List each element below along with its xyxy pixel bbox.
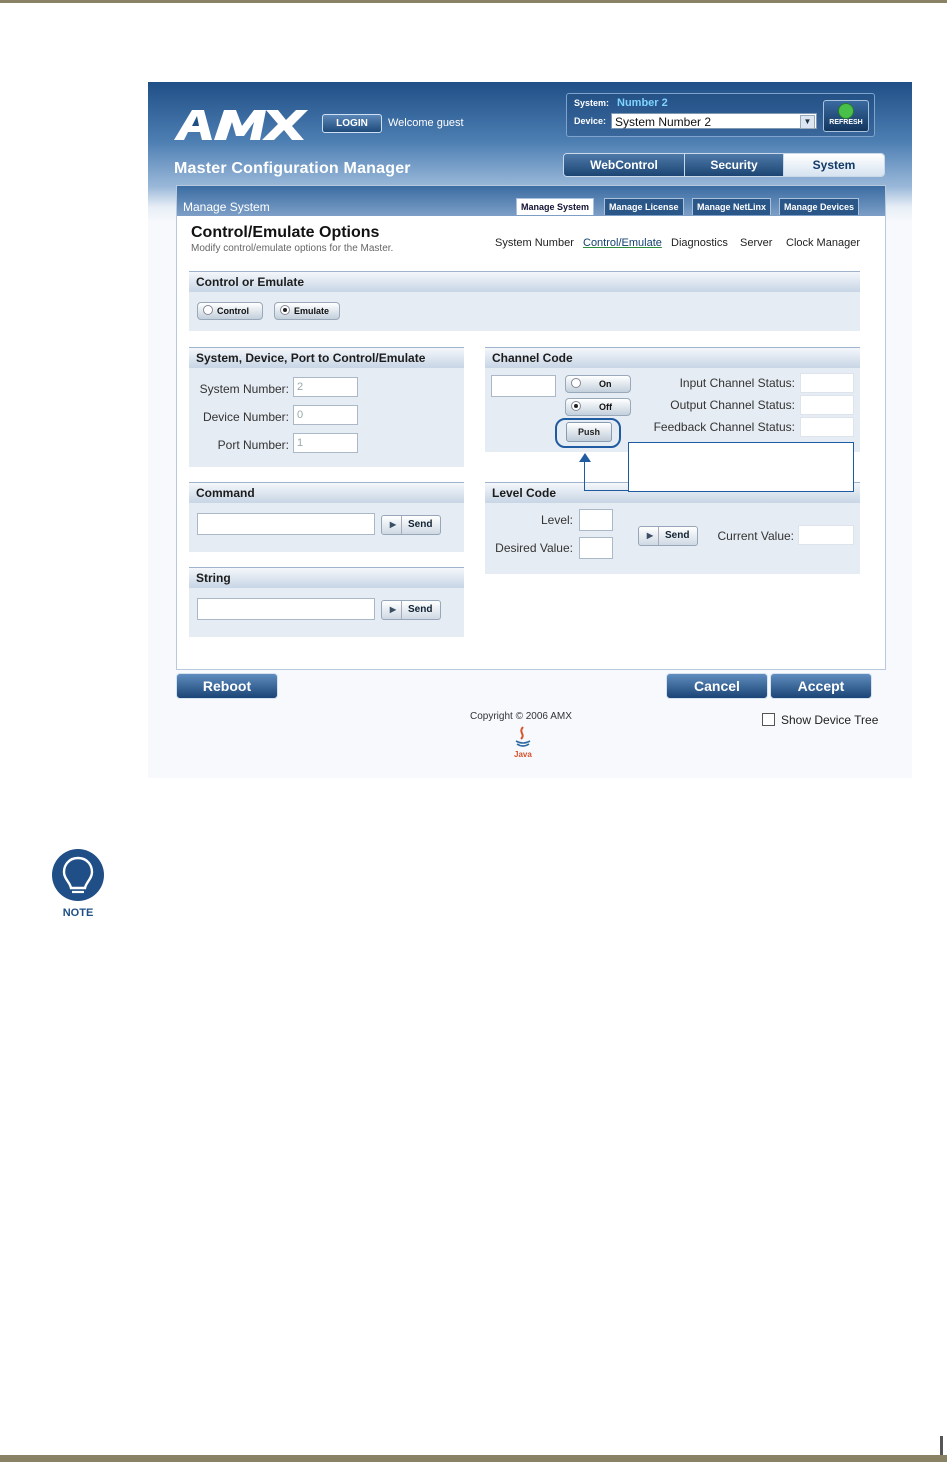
on-label: On — [599, 379, 612, 389]
refresh-button[interactable] — [823, 100, 869, 132]
device-number-label: Device Number: — [202, 410, 289, 424]
top-rule — [0, 0, 947, 3]
tab-webcontrol[interactable]: WebControl — [564, 154, 685, 176]
section-title: String — [189, 567, 464, 588]
sdp-section — [189, 347, 464, 467]
string-input[interactable] — [197, 598, 375, 620]
current-value-label: Current Value: — [717, 529, 794, 543]
channel-code-section — [485, 347, 860, 452]
radio-icon — [203, 305, 213, 315]
input-status-value — [800, 373, 854, 393]
control-radio-button[interactable] — [197, 302, 263, 320]
section-title: Control or Emulate — [189, 271, 860, 292]
note-label: NOTE — [62, 907, 94, 919]
amx-logo — [170, 104, 310, 144]
callout-arrow-icon — [579, 453, 591, 462]
callout-box — [628, 442, 854, 492]
command-input[interactable] — [197, 513, 375, 535]
off-radio-button[interactable] — [565, 398, 631, 416]
current-value-display — [798, 525, 854, 545]
level-send-button[interactable] — [638, 526, 698, 546]
level-code-section — [485, 482, 860, 574]
feedback-status-value — [800, 417, 854, 437]
callout-connector — [584, 490, 628, 491]
section-title: System, Device, Port to Control/Emulate — [189, 347, 464, 368]
accept-button[interactable]: Accept — [770, 673, 872, 699]
device-label: Device: — [574, 116, 607, 126]
control-emulate-section — [189, 271, 860, 331]
output-status-value — [800, 395, 854, 415]
output-status-label: Output Channel Status: — [670, 398, 795, 412]
section-title: Channel Code — [485, 347, 860, 368]
string-section — [189, 567, 464, 637]
subnav-control-emulate[interactable]: Control/Emulate — [583, 237, 662, 249]
subnav-system-number[interactable]: System Number — [495, 237, 574, 249]
subnav-diagnostics[interactable]: Diagnostics — [671, 237, 728, 249]
system-value: Number 2 — [617, 97, 668, 109]
device-select-value: System Number 2 — [615, 115, 712, 129]
panel-title: Manage System — [183, 200, 270, 214]
java-logo-text: Java — [514, 750, 532, 759]
tab-security[interactable]: Security — [685, 154, 784, 176]
tab-manage-netlinx[interactable]: Manage NetLinx — [692, 198, 771, 215]
page-title: Control/Emulate Options — [191, 224, 380, 241]
send-label: Send — [408, 519, 433, 530]
command-section — [189, 482, 464, 552]
device-number-input[interactable]: 0 — [293, 405, 358, 425]
desired-value-input[interactable] — [579, 537, 613, 559]
login-button[interactable]: LOGIN — [322, 114, 382, 133]
checkbox-icon[interactable] — [762, 713, 775, 726]
port-number-label: Port Number: — [217, 438, 289, 452]
java-logo — [512, 725, 534, 761]
tab-manage-system[interactable]: Manage System — [516, 198, 594, 215]
input-status-label: Input Channel Status: — [679, 376, 795, 390]
emulate-label: Emulate — [294, 306, 330, 316]
play-icon: ▶ — [642, 527, 659, 545]
chevron-down-icon[interactable]: ▼ — [800, 115, 815, 129]
radio-icon — [571, 378, 581, 388]
channel-input[interactable] — [491, 375, 556, 397]
tab-manage-license[interactable]: Manage License — [604, 198, 684, 215]
section-title: Command — [189, 482, 464, 503]
emulate-radio-button[interactable] — [274, 302, 340, 320]
subnav-server[interactable]: Server — [740, 237, 773, 249]
manage-system-panel — [176, 185, 886, 670]
off-label: Off — [599, 402, 612, 412]
radio-selected-icon — [280, 305, 290, 315]
tab-manage-devices[interactable]: Manage Devices — [779, 198, 859, 215]
play-icon: ▶ — [385, 516, 402, 534]
show-device-tree-toggle[interactable] — [762, 713, 878, 727]
desired-value-label: Desired Value: — [495, 541, 573, 555]
feedback-status-label: Feedback Channel Status: — [653, 420, 795, 434]
copyright-text: Copyright © 2006 AMX — [470, 711, 572, 722]
section-title: Level Code — [485, 482, 860, 503]
system-selector-panel — [566, 93, 875, 137]
lightbulb-note-icon — [48, 848, 108, 920]
main-tabs — [563, 153, 885, 177]
push-button[interactable]: Push — [566, 422, 612, 442]
bottom-rule — [0, 1455, 947, 1462]
subnav-clock-manager[interactable]: Clock Manager — [786, 237, 860, 249]
play-icon: ▶ — [385, 601, 402, 619]
control-label: Control — [217, 306, 249, 316]
welcome-text: Welcome guest — [388, 117, 464, 129]
callout-connector — [584, 460, 585, 490]
port-number-input[interactable]: 1 — [293, 433, 358, 453]
send-label: Send — [665, 530, 690, 541]
refresh-icon — [838, 103, 854, 119]
level-label: Level: — [540, 513, 573, 527]
panel-header — [177, 186, 885, 216]
send-label: Send — [408, 604, 433, 615]
system-label: System: — [574, 98, 610, 108]
level-input[interactable] — [579, 509, 613, 531]
string-send-button[interactable] — [381, 600, 441, 620]
radio-selected-icon — [571, 401, 581, 411]
tab-system[interactable]: System — [784, 154, 884, 176]
system-number-input[interactable]: 2 — [293, 377, 358, 397]
cancel-button[interactable]: Cancel — [666, 673, 768, 699]
device-select[interactable] — [611, 113, 817, 129]
web-ui-screenshot — [148, 82, 912, 778]
reboot-button[interactable]: Reboot — [176, 673, 278, 699]
page-subtitle: Modify control/emulate options for the Master. — [191, 243, 394, 254]
on-radio-button[interactable] — [565, 375, 631, 393]
app-title: Master Configuration Manager — [174, 160, 411, 177]
show-device-tree-label: Show Device Tree — [781, 713, 879, 727]
command-send-button[interactable] — [381, 515, 441, 535]
push-highlight-ring — [555, 418, 621, 448]
refresh-label: REFRESH — [829, 119, 863, 126]
system-number-label: System Number: — [199, 382, 289, 396]
